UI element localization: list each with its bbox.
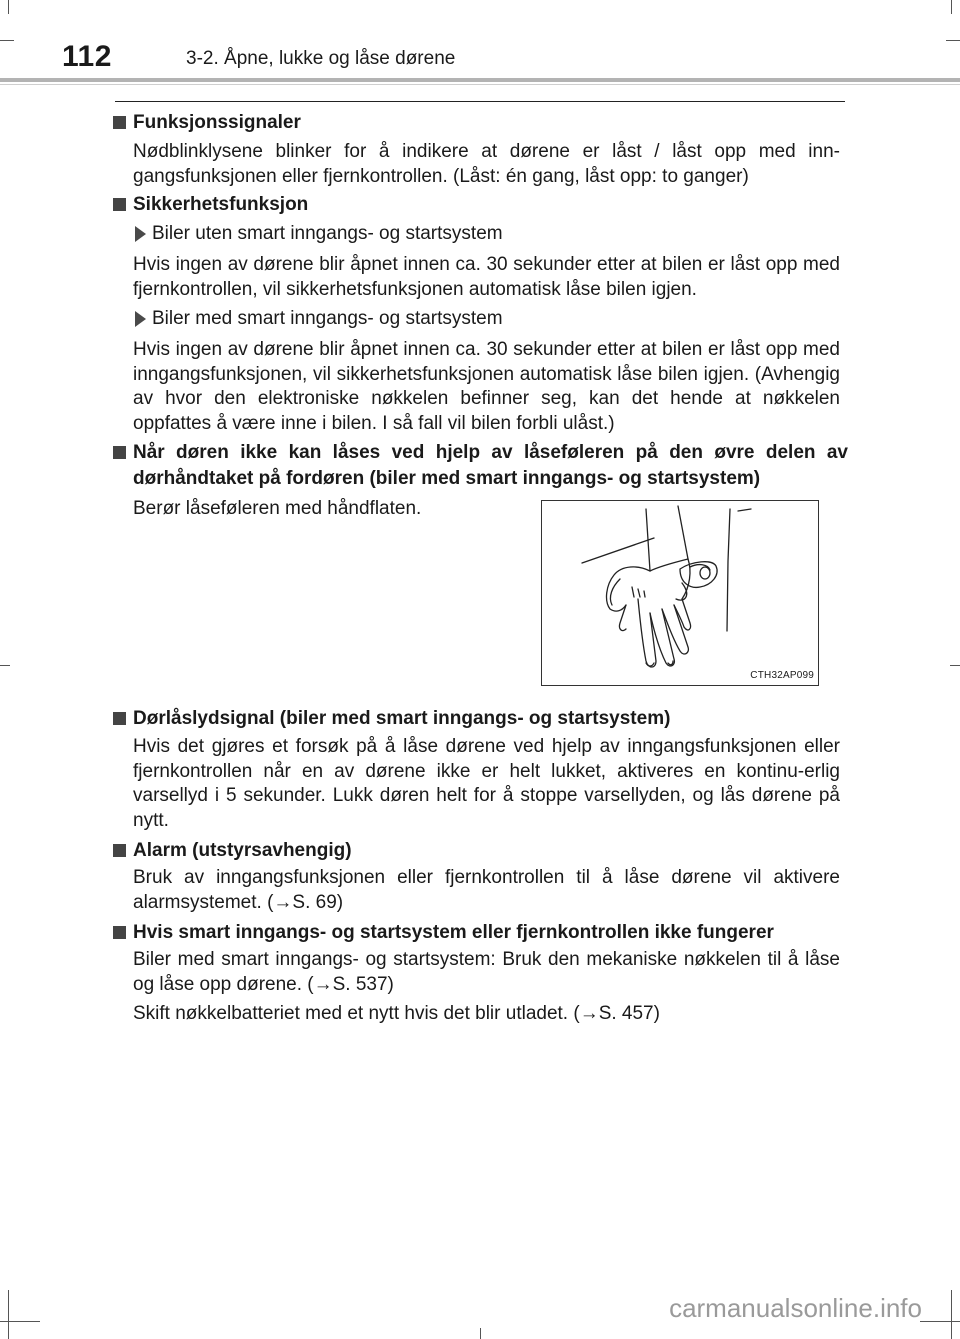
illustration-hand-on-door-handle [541, 500, 819, 686]
header-band-line [0, 84, 960, 85]
triangle-bullet-icon [135, 226, 146, 242]
square-bullet-icon [113, 712, 126, 725]
section-heading-text: Dørlåslydsignal (biler med smart inngangs- og startsystem) [133, 708, 671, 729]
chapter-title: 3-2. Åpne, lukke og låse dørene [186, 48, 456, 69]
crop-mark [951, 1290, 952, 1339]
section-heading-text: Hvis smart inngangs- og startsystem eller fjernkontrollen ikke fungerer [133, 922, 774, 943]
crop-mark [0, 1321, 40, 1322]
crop-mark [0, 665, 10, 666]
section-paragraph: Berør låseføleren med håndflaten. [133, 498, 422, 519]
section-heading [113, 920, 848, 946]
subheading [135, 307, 503, 331]
section-heading [113, 440, 848, 492]
triangle-bullet-icon [135, 311, 146, 327]
section-paragraph: Skift nøkkelbatteriet med et nytt hvis det blir utladet. (→S. 457) [133, 1003, 660, 1024]
section-heading-text: Alarm (utstyrsavhengig) [133, 840, 352, 861]
section-heading [113, 706, 848, 732]
crop-mark [946, 40, 960, 41]
section-paragraph: Nødblinklysene blinker for å indikere at dørene er låst / låst opp med inn-gangsfunksjonen eller fjernkontrollen. (Låst: én gang, låst opp: to ganger) [133, 141, 840, 187]
section-heading [113, 838, 848, 864]
section-paragraph: Bruk av inngangsfunksjonen eller fjernkontrollen til å låse dørene vil aktivere alarmsystemet. (→S. 69) [133, 867, 840, 913]
section-heading-text: Når døren ikke kan låses ved hjelp av låseføleren på den øvre delen av dørhåndtaket på fordøren (biler med smart inngangs- og startsystem) [133, 442, 848, 489]
section-heading-text: Sikkerhetsfunksjon [133, 194, 309, 215]
section-paragraph: Hvis det gjøres et forsøk på å låse dørene ved hjelp av inngangsfunksjonen eller fjernkontrollen når en av dørene ikke er helt lukket, aktiveres en kontinu-erlig varsellyd i 5 sekunder. Lukk døren helt for å stoppe varsellyden, og lås dørene på nytt. [133, 736, 840, 831]
crop-mark [0, 40, 14, 41]
section-paragraph: Biler med smart inngangs- og startsystem: Bruk den mekaniske nøkkelen til å låse og låse opp dørene. (→S. 537) [133, 949, 840, 995]
section-paragraph: Hvis ingen av dørene blir åpnet innen ca. 30 sekunder etter at bilen er låst opp med fjernkontrollen, vil sikkerhetsfunksjonen automatisk låse bilen igjen. [133, 254, 840, 300]
figure-code: CTH32AP099 [750, 670, 814, 681]
crop-mark [951, 0, 952, 14]
square-bullet-icon [113, 446, 126, 459]
section-paragraph: Hvis ingen av dørene blir åpnet innen ca. 30 sekunder etter at bilen er låst opp med inngangsfunksjonen, vil sikkerhetsfunksjonen automatisk låse bilen igjen. (Avhengig av hvor den elektroniske nøkkelen befinner seg, kan det hende at nøkkelen oppfattes å være inne i bilen. I så fall vil bilen forbli ulåst.) [133, 339, 840, 434]
crop-mark [480, 1328, 481, 1339]
square-bullet-icon [113, 116, 126, 129]
header-band [0, 78, 960, 82]
section-heading-text: Funksjonssignaler [133, 112, 301, 133]
page-number: 112 [62, 40, 112, 73]
subheading [135, 222, 503, 246]
square-bullet-icon [113, 926, 126, 939]
crop-mark [8, 1290, 9, 1339]
content-top-rule [115, 101, 845, 102]
crop-mark [920, 1321, 960, 1322]
crop-mark [8, 0, 9, 14]
crop-mark [950, 665, 960, 666]
square-bullet-icon [113, 198, 126, 211]
subheading-text: Biler med smart inngangs- og startsystem [152, 308, 503, 329]
section-heading [113, 192, 848, 218]
section-heading [113, 110, 848, 136]
hand-on-door-handle-drawing [542, 501, 820, 687]
watermark: carmanualsonline.info [669, 1293, 922, 1323]
square-bullet-icon [113, 844, 126, 857]
subheading-text: Biler uten smart inngangs- og startsystem [152, 223, 503, 244]
